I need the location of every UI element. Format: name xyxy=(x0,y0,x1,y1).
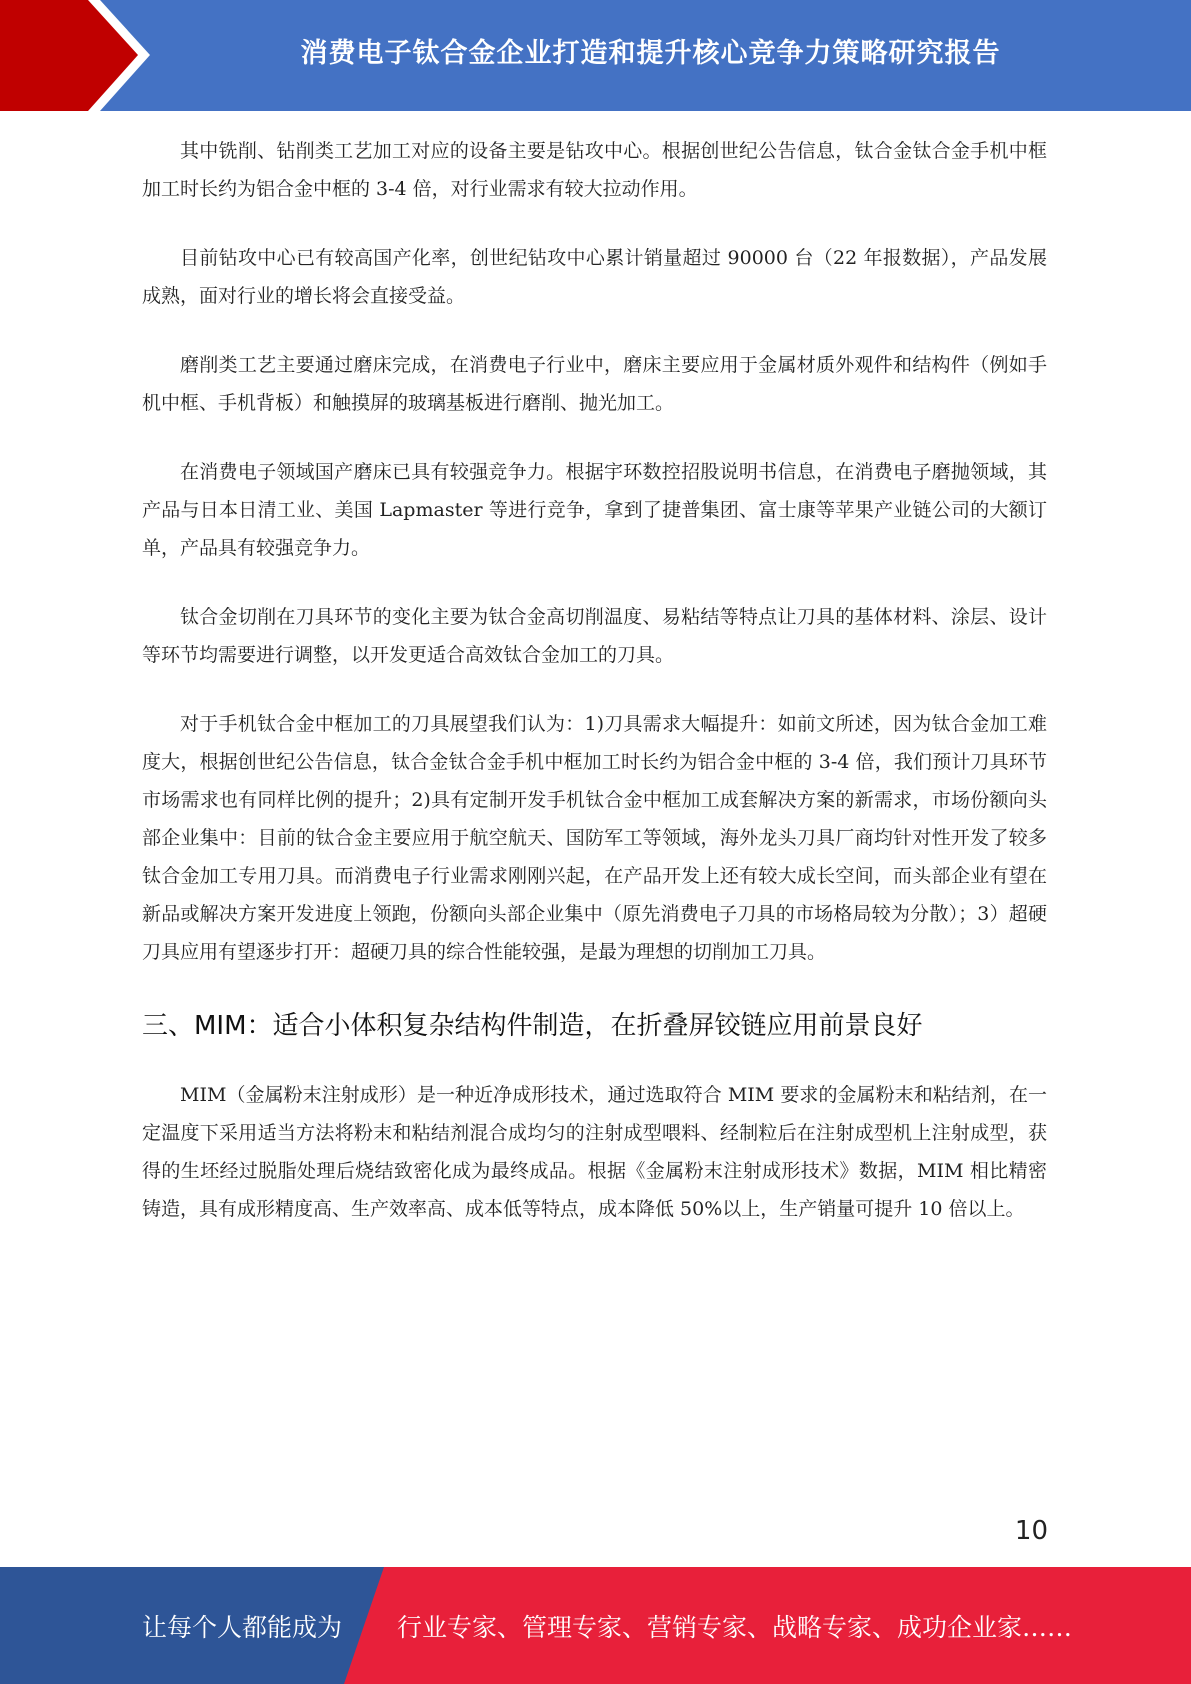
paragraph: 磨削类工艺主要通过磨床完成，在消费电子行业中，磨床主要应用于金属材质外观件和结构件（例如手机中框、手机背板）和触摸屏的玻璃基板进行磨削、抛光加工。 xyxy=(142,354,1047,414)
report-title: 消费电子钛合金企业打造和提升核心竞争力策略研究报告 xyxy=(300,37,1001,69)
paragraph: 对于手机钛合金中框加工的刀具展望我们认为：1)刀具需求大幅提升：如前文所述，因为钛合金加工难度大，根据创世纪公告信息，钛合金钛合金手机中框加工时长约为铝合金中框的 3-4 倍，我们预计刀具环节市场需求也有同样比例的提升；2)具有定制开发手机钛合金中框加工成套解决方案的新需求，市场份额向头部企业集中：目前的钛合金主要应用于航空航天、国防军工等领域，海外龙头刀具厂商均针对性开发了较多钛合金加工专用刀具。而消费电子行业需求刚刚兴起，在产品开发上还有较大成长空间，而头部企业有望在新品或解决方案开发进度上领跑，份额向头部企业集中（原先消费电子刀具的市场格局较为分散）；3）超硬刀具应用有望逐步打开：超硬刀具的综合性能较强，是最为理想的切削加工刀具。 xyxy=(142,713,1047,963)
footer-slogan-left: 让每个人都能成为 xyxy=(142,1612,343,1642)
page-content xyxy=(142,132,1047,1259)
page-number: 10 xyxy=(1014,1516,1048,1546)
paragraph: 目前钻攻中心已有较高国产化率，创世纪钻攻中心累计销量超过 90000 台（22 年报数据），产品发展成熟，面对行业的增长将会直接受益。 xyxy=(142,247,1047,307)
page-header xyxy=(0,0,1191,111)
page-footer xyxy=(0,1567,1191,1684)
paragraph: 钛合金切削在刀具环节的变化主要为钛合金高切削温度、易粘结等特点让刀具的基体材料、涂层、设计等环节均需要进行调整，以开发更适合高效钛合金加工的刀具。 xyxy=(142,606,1047,666)
paragraph: MIM（金属粉末注射成形）是一种近净成形技术，通过选取符合 MIM 要求的金属粉末和粘结剂，在一定温度下采用适当方法将粉末和粘结剂混合成均匀的注射成型喂料、经制粒后在注射成型机上注射成型，获得的生坯经过脱脂处理后烧结致密化成为最终成品。根据《金属粉末注射成形技术》数据，MIM 相比精密铸造，具有成形精度高、生产效率高、成本低等特点，成本降低 50%以上，生产销量可提升 10 倍以上。 xyxy=(142,1084,1047,1220)
paragraph: 在消费电子领域国产磨床已具有较强竞争力。根据宇环数控招股说明书信息，在消费电子磨抛领域，其产品与日本日清工业、美国 Lapmaster 等进行竞争，拿到了捷普集团、富士康等苹果产业链公司的大额订单，产品具有较强竞争力。 xyxy=(142,461,1047,559)
section-heading: 三、MIM：适合小体积复杂结构件制造，在折叠屏铰链应用前景良好 xyxy=(142,1011,923,1041)
paragraph: 其中铣削、钻削类工艺加工对应的设备主要是钻攻中心。根据创世纪公告信息，钛合金钛合金手机中框加工时长约为铝合金中框的 3-4 倍，对行业需求有较大拉动作用。 xyxy=(142,140,1047,200)
footer-slogan-right: 行业专家、管理专家、营销专家、战略专家、成功企业家…… xyxy=(397,1612,1073,1642)
